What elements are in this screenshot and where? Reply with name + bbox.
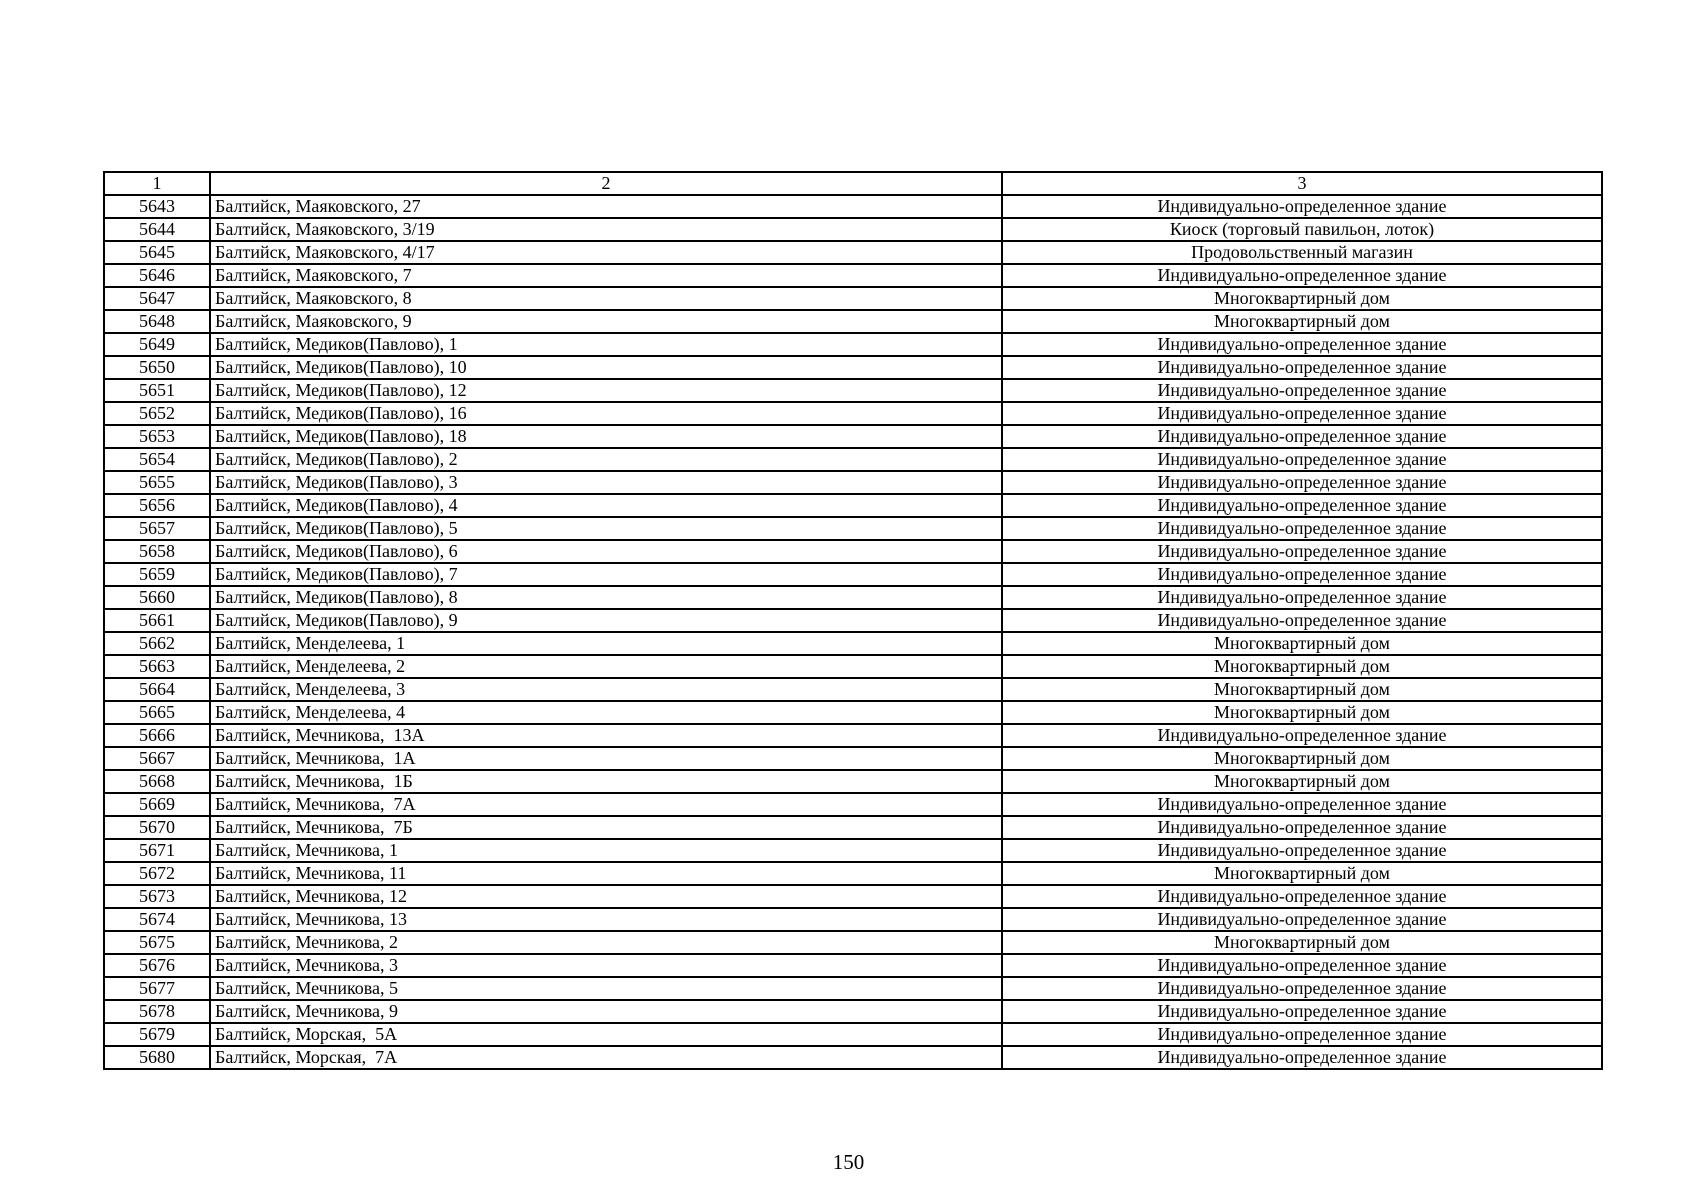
building-type-cell: Индивидуально-определенное здание: [1002, 908, 1602, 931]
row-number-cell: 5680: [104, 1046, 210, 1069]
row-number-cell: 5671: [104, 839, 210, 862]
row-number-cell: 5643: [104, 195, 210, 218]
building-type-cell: Индивидуально-определенное здание: [1002, 1000, 1602, 1023]
row-number-cell: 5661: [104, 609, 210, 632]
building-type-cell: Киоск (торговый павильон, лоток): [1002, 218, 1602, 241]
address-cell: Балтийск, Морская, 7А: [210, 1046, 1002, 1069]
building-type-cell: Индивидуально-определенное здание: [1002, 448, 1602, 471]
address-cell: Балтийск, Медиков(Павлово), 6: [210, 540, 1002, 563]
building-type-cell: Индивидуально-определенное здание: [1002, 977, 1602, 1000]
address-cell: Балтийск, Медиков(Павлово), 16: [210, 402, 1002, 425]
row-number-cell: 5676: [104, 954, 210, 977]
table-row: [104, 977, 1602, 1000]
address-cell: Балтийск, Менделеева, 3: [210, 678, 1002, 701]
building-type-cell: Индивидуально-определенное здание: [1002, 425, 1602, 448]
table-row: [104, 310, 1602, 333]
table-row: [104, 379, 1602, 402]
header-cell-3: 3: [1002, 172, 1602, 195]
building-type-cell: Индивидуально-определенное здание: [1002, 1046, 1602, 1069]
row-number-cell: 5663: [104, 655, 210, 678]
table-header-row: [104, 172, 1602, 195]
building-type-cell: Индивидуально-определенное здание: [1002, 885, 1602, 908]
address-cell: Балтийск, Маяковского, 7: [210, 264, 1002, 287]
building-type-cell: Многоквартирный дом: [1002, 655, 1602, 678]
row-number-cell: 5669: [104, 793, 210, 816]
table-row: [104, 1000, 1602, 1023]
row-number-cell: 5649: [104, 333, 210, 356]
address-cell: Балтийск, Мечникова, 11: [210, 862, 1002, 885]
row-number-cell: 5667: [104, 747, 210, 770]
building-type-cell: Индивидуально-определенное здание: [1002, 839, 1602, 862]
building-type-cell: Индивидуально-определенное здание: [1002, 954, 1602, 977]
building-type-cell: Индивидуально-определенное здание: [1002, 724, 1602, 747]
address-cell: Балтийск, Мечникова, 1Б: [210, 770, 1002, 793]
address-cell: Балтийск, Мечникова, 12: [210, 885, 1002, 908]
building-type-cell: Многоквартирный дом: [1002, 770, 1602, 793]
table-row: [104, 862, 1602, 885]
header-cell-2: 2: [210, 172, 1002, 195]
page-number: 150: [832, 1150, 865, 1174]
row-number-cell: 5664: [104, 678, 210, 701]
building-type-cell: Индивидуально-определенное здание: [1002, 609, 1602, 632]
row-number-cell: 5662: [104, 632, 210, 655]
table-row: [104, 632, 1602, 655]
row-number-cell: 5657: [104, 517, 210, 540]
row-number-cell: 5659: [104, 563, 210, 586]
table-row: [104, 1023, 1602, 1046]
building-type-cell: Индивидуально-определенное здание: [1002, 1023, 1602, 1046]
row-number-cell: 5655: [104, 471, 210, 494]
address-cell: Балтийск, Медиков(Павлово), 12: [210, 379, 1002, 402]
building-type-cell: Индивидуально-определенное здание: [1002, 195, 1602, 218]
address-cell: Балтийск, Мечникова, 1: [210, 839, 1002, 862]
address-cell: Балтийск, Мечникова, 13А: [210, 724, 1002, 747]
table-row: [104, 402, 1602, 425]
table-row: [104, 448, 1602, 471]
building-type-cell: Многоквартирный дом: [1002, 931, 1602, 954]
row-number-cell: 5665: [104, 701, 210, 724]
table-row: [104, 678, 1602, 701]
row-number-cell: 5647: [104, 287, 210, 310]
address-cell: Балтийск, Медиков(Павлово), 10: [210, 356, 1002, 379]
row-number-cell: 5679: [104, 1023, 210, 1046]
table-row: [104, 609, 1602, 632]
table-row: [104, 931, 1602, 954]
building-type-cell: Индивидуально-определенное здание: [1002, 402, 1602, 425]
building-type-cell: Многоквартирный дом: [1002, 747, 1602, 770]
table-row: [104, 908, 1602, 931]
building-type-cell: Индивидуально-определенное здание: [1002, 586, 1602, 609]
row-number-cell: 5652: [104, 402, 210, 425]
table-row: [104, 1046, 1602, 1069]
header-cell-1: 1: [104, 172, 210, 195]
row-number-cell: 5674: [104, 908, 210, 931]
table-row: [104, 655, 1602, 678]
building-type-cell: Многоквартирный дом: [1002, 310, 1602, 333]
table-row: [104, 356, 1602, 379]
address-cell: Балтийск, Маяковского, 27: [210, 195, 1002, 218]
building-type-cell: Индивидуально-определенное здание: [1002, 540, 1602, 563]
table-row: [104, 471, 1602, 494]
building-type-cell: Индивидуально-определенное здание: [1002, 816, 1602, 839]
row-number-cell: 5660: [104, 586, 210, 609]
table-row: [104, 954, 1602, 977]
table-row: [104, 540, 1602, 563]
table-row: [104, 586, 1602, 609]
address-cell: Балтийск, Мечникова, 5: [210, 977, 1002, 1000]
table-body: [104, 172, 1602, 1069]
address-cell: Балтийск, Мечникова, 7А: [210, 793, 1002, 816]
row-number-cell: 5656: [104, 494, 210, 517]
building-type-cell: Индивидуально-определенное здание: [1002, 379, 1602, 402]
building-type-cell: Многоквартирный дом: [1002, 862, 1602, 885]
table-row: [104, 241, 1602, 264]
address-cell: Балтийск, Маяковского, 9: [210, 310, 1002, 333]
property-table: [103, 171, 1603, 1070]
building-type-cell: Индивидуально-определенное здание: [1002, 517, 1602, 540]
row-number-cell: 5675: [104, 931, 210, 954]
building-type-cell: Продовольственный магазин: [1002, 241, 1602, 264]
table-row: [104, 563, 1602, 586]
building-type-cell: Индивидуально-определенное здание: [1002, 356, 1602, 379]
table-row: [104, 793, 1602, 816]
table-row: [104, 287, 1602, 310]
row-number-cell: 5651: [104, 379, 210, 402]
row-number-cell: 5666: [104, 724, 210, 747]
building-type-cell: Многоквартирный дом: [1002, 632, 1602, 655]
table-row: [104, 724, 1602, 747]
address-cell: Балтийск, Медиков(Павлово), 1: [210, 333, 1002, 356]
row-number-cell: 5673: [104, 885, 210, 908]
building-type-cell: Многоквартирный дом: [1002, 678, 1602, 701]
address-cell: Балтийск, Медиков(Павлово), 5: [210, 517, 1002, 540]
building-type-cell: Индивидуально-определенное здание: [1002, 793, 1602, 816]
table-row: [104, 747, 1602, 770]
row-number-cell: 5645: [104, 241, 210, 264]
table-row: [104, 770, 1602, 793]
building-type-cell: Индивидуально-определенное здание: [1002, 471, 1602, 494]
table-row: [104, 195, 1602, 218]
address-cell: Балтийск, Менделеева, 1: [210, 632, 1002, 655]
table-row: [104, 701, 1602, 724]
building-type-cell: Многоквартирный дом: [1002, 287, 1602, 310]
building-type-cell: Индивидуально-определенное здание: [1002, 264, 1602, 287]
address-cell: Балтийск, Мечникова, 7Б: [210, 816, 1002, 839]
row-number-cell: 5644: [104, 218, 210, 241]
building-type-cell: Индивидуально-определенное здание: [1002, 494, 1602, 517]
row-number-cell: 5653: [104, 425, 210, 448]
row-number-cell: 5650: [104, 356, 210, 379]
table-row: [104, 494, 1602, 517]
address-cell: Балтийск, Мечникова, 1А: [210, 747, 1002, 770]
row-number-cell: 5654: [104, 448, 210, 471]
row-number-cell: 5658: [104, 540, 210, 563]
address-cell: Балтийск, Медиков(Павлово), 9: [210, 609, 1002, 632]
table-row: [104, 333, 1602, 356]
address-cell: Балтийск, Маяковского, 3/19: [210, 218, 1002, 241]
address-cell: Балтийск, Мечникова, 9: [210, 1000, 1002, 1023]
address-cell: Балтийск, Медиков(Павлово), 8: [210, 586, 1002, 609]
address-cell: Балтийск, Маяковского, 4/17: [210, 241, 1002, 264]
row-number-cell: 5670: [104, 816, 210, 839]
table-row: [104, 517, 1602, 540]
row-number-cell: 5648: [104, 310, 210, 333]
address-cell: Балтийск, Медиков(Павлово), 7: [210, 563, 1002, 586]
address-cell: Балтийск, Маяковского, 8: [210, 287, 1002, 310]
address-cell: Балтийск, Мечникова, 13: [210, 908, 1002, 931]
table-row: [104, 885, 1602, 908]
row-number-cell: 5677: [104, 977, 210, 1000]
table-row: [104, 839, 1602, 862]
row-number-cell: 5668: [104, 770, 210, 793]
address-cell: Балтийск, Медиков(Павлово), 3: [210, 471, 1002, 494]
building-type-cell: Многоквартирный дом: [1002, 701, 1602, 724]
table-row: [104, 425, 1602, 448]
table-row: [104, 816, 1602, 839]
building-type-cell: Индивидуально-определенное здание: [1002, 563, 1602, 586]
address-cell: Балтийск, Мечникова, 3: [210, 954, 1002, 977]
row-number-cell: 5678: [104, 1000, 210, 1023]
address-cell: Балтийск, Медиков(Павлово), 18: [210, 425, 1002, 448]
address-cell: Балтийск, Морская, 5А: [210, 1023, 1002, 1046]
address-cell: Балтийск, Менделеева, 4: [210, 701, 1002, 724]
row-number-cell: 5672: [104, 862, 210, 885]
row-number-cell: 5646: [104, 264, 210, 287]
address-cell: Балтийск, Медиков(Павлово), 2: [210, 448, 1002, 471]
address-cell: Балтийск, Мечникова, 2: [210, 931, 1002, 954]
address-cell: Балтийск, Медиков(Павлово), 4: [210, 494, 1002, 517]
table-row: [104, 264, 1602, 287]
building-type-cell: Индивидуально-определенное здание: [1002, 333, 1602, 356]
address-cell: Балтийск, Менделеева, 2: [210, 655, 1002, 678]
table-row: [104, 218, 1602, 241]
